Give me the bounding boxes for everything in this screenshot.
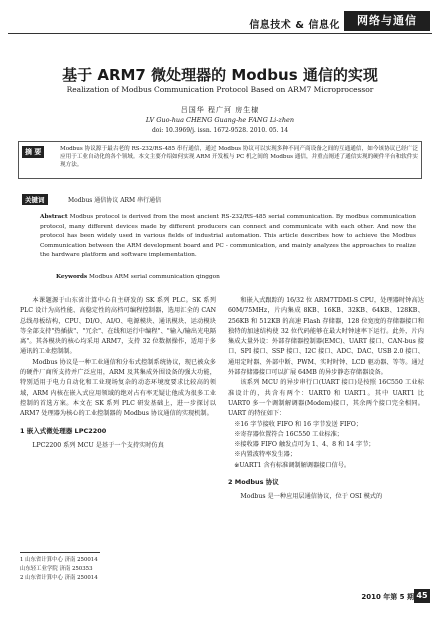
list-item: ※内置波特率发生器； [234, 451, 297, 459]
body-paragraph: 本课题源于山东省计算中心自主研发的 SK 系列 PLC。SK 系列 PLC 设计为高性能、高稳定性的高档可编程控制器，选用汇全的 CAN 总线母板结构，CPU、DI/O、AI/O、电源模块、通讯模块、运动模块等全部支持"热插拔"、"冗余"、在线和运行中编程"、"输入/输出光电隔离"。其各模块的核心均采用 ARM7，支持 32 位数据操作，适用于多通讯的工业控制制。 [20, 297, 216, 356]
abstract-en-label: Abstract [40, 214, 68, 220]
abstract-text-cn: Modbus 协议源于最古老的 RS-232/RS-485 串行通信，通过 Modbus 协议可以实现多种不同产商设备之间的互通通信，如今该协议已经广泛应用于工业自动化的各个领域。本文主要介绍如何实现 ARM 开发板与 PC 机之间的 Modbus 通信，并重点阐述了通信实现的硬件平台和软件实现方法。 [60, 146, 418, 169]
running-header [0, 8, 440, 34]
abstract-en-text: Modbus protocol is derived from the most ancient RS-232/RS-485 serial communication. By modbus communication protocol, many different devices made by different producers can connect and communicate with each other. And now the protocol has been widely used in various fields of industrial automation. This article describes how to achieve the Modbus Communication between the ARM development board and PC - communication, and mainly analyzes the approaches to realize the hardware platform and software implementation. [40, 214, 416, 259]
doi: doi: 10.3969/j. issn. 1672-9528. 2010. 05. 14 [151, 127, 289, 134]
header-tab: 网络与通信 [344, 11, 430, 31]
footnote: 1 山东省计算中心 济南 250014 [20, 557, 98, 563]
issue-label: 2010 年第 5 期 [361, 593, 414, 601]
footnote: 2 山东省计算中心 济南 250014 [20, 575, 98, 582]
abstract-en [40, 213, 416, 261]
page-number: 45 [414, 589, 430, 603]
body-paragraph: Modbus 是一种应用层通信协议，位于 OSI 模式的 [240, 493, 383, 501]
body-column-left [20, 296, 216, 451]
article-title-en: Realization of Modbus Communication Protocol Based on ARM7 Microprocessor [66, 85, 374, 94]
footnote: 山东轻工业学院 济南 250353 [20, 566, 93, 573]
footnote-rule [20, 552, 100, 553]
list-item: ※16 字节接收 FIFO 和 16 字节发送 FIFO； [234, 420, 363, 428]
keywords-text-cn: Modbus 通信协议 ARM 串行通信 [68, 197, 162, 204]
keywords-label: 关键词 [22, 194, 48, 205]
body-paragraph: 该系列 MCU 的异步串行口(UART 接口)是按照 16C550 工业标准设计的，共含有两个：UART0 和 UART1。其中 UART1 比 UART0 多一个调制解调器(Modem)接口，其余两个接口完全相同。UART 的特征如下： [228, 379, 424, 418]
body-paragraph: 和嵌入式跟踪的 16/32 位 ARM7TDMI-S CPU，处理器时钟高达 60M/75MHz，片内集成 8KB、16KB、32KB、64KB、128KB、256KB 和 512KB 的高速 Flash 存储器，128 位宽度的存储器接口和独特的加速结构使 32 位代码能够在最大时钟速率下运行。此外，片内集成大量外设：外部存储器控制器(EMC)、UART 接口、CAN-bus 接口、SPI 接口、SSP 接口、I2C 接口、ADC、DAC、USB 2.0 接口、通用定时器、外部中断、PWM、实时时钟、LCD 驱动器、等等。通过外部存储器接口可以扩展 64MB 的异步静态存储器设备。 [228, 297, 424, 377]
body-paragraph: LPC2200 系列 MCU 是基于一个支持实时仿真 [32, 441, 164, 449]
article-title-cn: 基于 ARM7 微处理器的 Modbus 通信的实现 [62, 66, 378, 84]
header-rule [8, 33, 432, 34]
list-item: ※接收器 FIFO 触发点可为 1、4、8 和 14 字节； [234, 441, 375, 449]
section-heading: 1 嵌入式微处理器 LPC2200 [20, 426, 107, 435]
abstract-label: 摘 要 [22, 146, 44, 158]
section-heading: 2 Modbus 协议 [228, 478, 279, 487]
keywords-en [56, 274, 220, 280]
footnotes [20, 556, 216, 584]
list-item: ※UART1 含有标准调制解调器接口信号。 [234, 461, 351, 469]
body-paragraph: Modbus 协议是一种工业通信和分布式控制系统协议，现已被众多的硬件厂商所支持并广泛应用，ARM 及其集成外围设备的强大功能，特别适用于电力自动化和工业现场复杂的动态环境度要求比较高的领域，ARM 内核在嵌入式应用领域的绝对占有率无疑让他成为很多工业控制的首选方案。本文在 SK 系列 PLC 研发基础上，进一步探讨以 ARM7 处理器为核心的工业控制器的 Modbus 协议通信的实现机制。 [20, 358, 216, 418]
list-item: ※寄存器位置符合 16C550 工业标准； [234, 430, 343, 438]
body-column-right [228, 296, 424, 503]
header-section-text: 信息技术 & 信息化 [249, 20, 340, 31]
keywords-en-text: Modbus ARM serial communication qinggon [89, 274, 220, 280]
authors-en: LV Guo-hua CHENG Guang-he FANG Li-zhen [145, 116, 295, 124]
keywords-en-label: Keywords [56, 274, 88, 280]
authors-cn: 吕国华 程广河 房生棣 [180, 106, 260, 114]
